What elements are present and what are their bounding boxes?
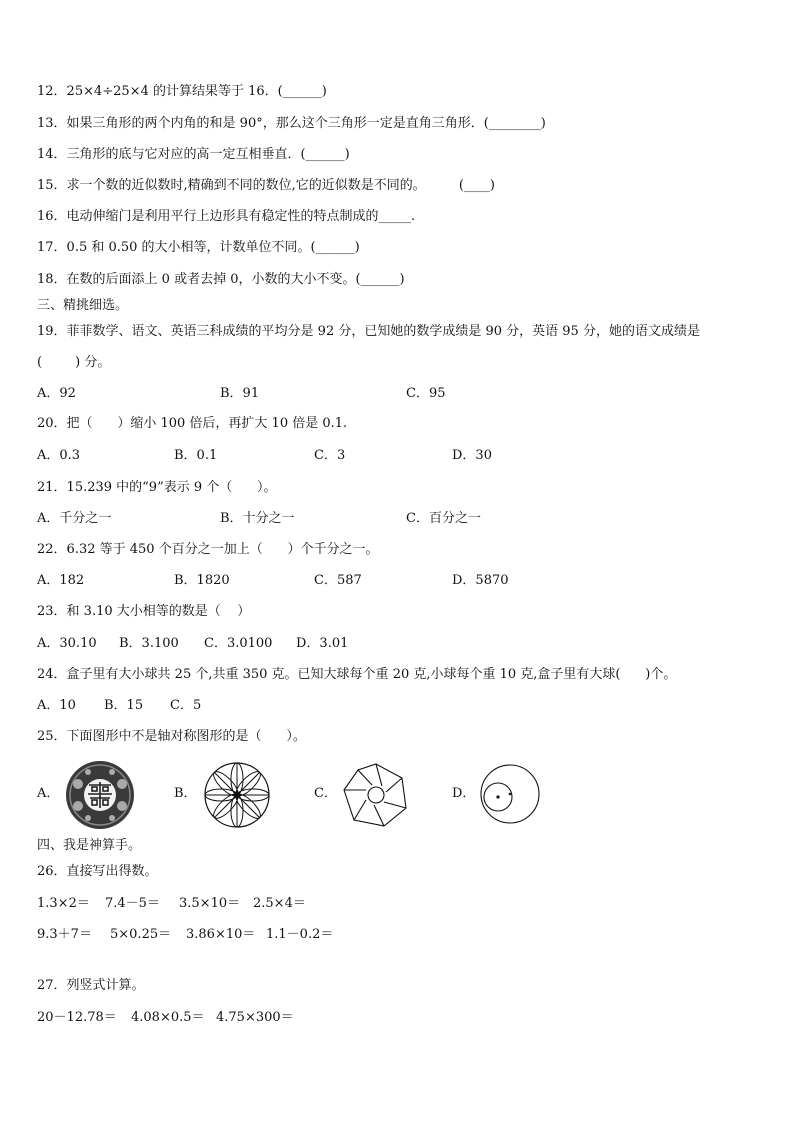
q20-option-b: B．0.1 <box>174 448 218 463</box>
q26-item: 9.3＋7＝ <box>37 927 92 942</box>
q21-option-a: A．千分之一 <box>37 511 112 526</box>
question-23: 23．和 3.10 大小相等的数是（ ） <box>37 604 251 619</box>
q23-option-a: A．30.10 <box>37 636 97 651</box>
q23-option-b: B．3.100 <box>119 636 179 651</box>
q27-item: 4.08×0.5＝ <box>131 1010 205 1025</box>
q25-label-a: A． <box>37 786 60 801</box>
question-21: 21．15.239 中的“9”表示 9 个（ ）。 <box>37 480 277 495</box>
q22-option-d: D．5870 <box>452 573 509 588</box>
question-19-continuation: ( ) 分。 <box>37 355 111 370</box>
q21-option-c: C．百分之一 <box>406 511 481 526</box>
section-heading-3: 三、精挑细选。 <box>37 298 129 313</box>
flower-circle-icon <box>202 760 272 830</box>
question-27: 27．列竖式计算。 <box>37 978 145 993</box>
q26-item: 3.5×10＝ <box>179 896 241 911</box>
q26-item: 5×0.25＝ <box>110 927 172 942</box>
question-26: 26．直接写出得数。 <box>37 864 158 879</box>
q23-option-d: D．3.01 <box>296 636 349 651</box>
question-13: 13．如果三角形的两个内角的和是 90°，那么这个三角形一定是直角三角形．(________) <box>37 116 546 131</box>
question-20: 20．把（ ）缩小 100 倍后，再扩大 10 倍是 0.1. <box>37 416 348 431</box>
q27-item: 20－12.78＝ <box>37 1010 117 1025</box>
q26-item: 1.3×2＝ <box>37 896 90 911</box>
q24-option-a: A．10 <box>37 698 76 713</box>
q26-item: 3.86×10＝ <box>186 927 256 942</box>
q25-label-d: D． <box>452 786 476 801</box>
question-15: 15．求一个数的近似数时,精确到不同的数位,它的近似数是不同的。 (____) <box>37 178 496 193</box>
question-22: 22．6.32 等于 450 个百分之一加上（ ）个千分之一。 <box>37 542 379 557</box>
q24-option-c: C．5 <box>170 698 202 713</box>
q25-label-b: B． <box>174 786 197 801</box>
nested-circles-icon <box>478 762 542 826</box>
question-18: 18．在数的后面添上 0 或者去掉 0，小数的大小不变。(______) <box>37 272 405 287</box>
q20-option-c: C．3 <box>314 448 346 463</box>
q25-label-c: C． <box>314 786 337 801</box>
q21-option-b: B．十分之一 <box>220 511 295 526</box>
question-16: 16．电动伸缩门是利用平行上边形具有稳定性的特点制成的_____. <box>37 209 416 224</box>
q26-item: 7.4－5＝ <box>105 896 160 911</box>
q24-option-b: B．15 <box>104 698 144 713</box>
q23-option-c: C．3.0100 <box>204 636 273 651</box>
q20-option-a: A．0.3 <box>37 448 81 463</box>
question-24: 24．盒子里有大小球共 25 个,共重 350 克。已知大球每个重 20 克,小球每个重 10 克,盒子里有大球( )个。 <box>37 667 677 682</box>
section-heading-4: 四、我是神算手。 <box>37 838 142 853</box>
question-14: 14．三角形的底与它对应的高一定互相垂直．(______) <box>37 147 350 162</box>
q26-item: 2.5×4＝ <box>253 896 306 911</box>
q22-option-a: A．182 <box>37 573 85 588</box>
q22-option-c: C．587 <box>314 573 362 588</box>
q22-option-b: B．1820 <box>174 573 230 588</box>
q19-option-b: B．91 <box>220 386 260 401</box>
pinwheel-circle-icon <box>340 760 412 830</box>
q19-option-c: C．95 <box>406 386 446 401</box>
q19-option-a: A．92 <box>37 386 76 401</box>
question-17: 17．0.5 和 0.50 的大小相等，计数单位不同。(______) <box>37 240 360 255</box>
question-25: 25．下面图形中不是轴对称图形的是（ ）。 <box>37 729 306 744</box>
q20-option-d: D．30 <box>452 448 492 463</box>
double-happiness-medallion-icon <box>64 760 136 830</box>
question-19: 19．菲菲数学、语文、英语三科成绩的平均分是 92 分，已知她的数学成绩是 90 分，英语 95 分，她的语文成绩是 <box>37 324 700 339</box>
q27-item: 4.75×300＝ <box>216 1010 294 1025</box>
question-12: 12．25×4÷25×4 的计算结果等于 16．(______) <box>37 84 327 99</box>
q26-item: 1.1－0.2＝ <box>266 927 334 942</box>
